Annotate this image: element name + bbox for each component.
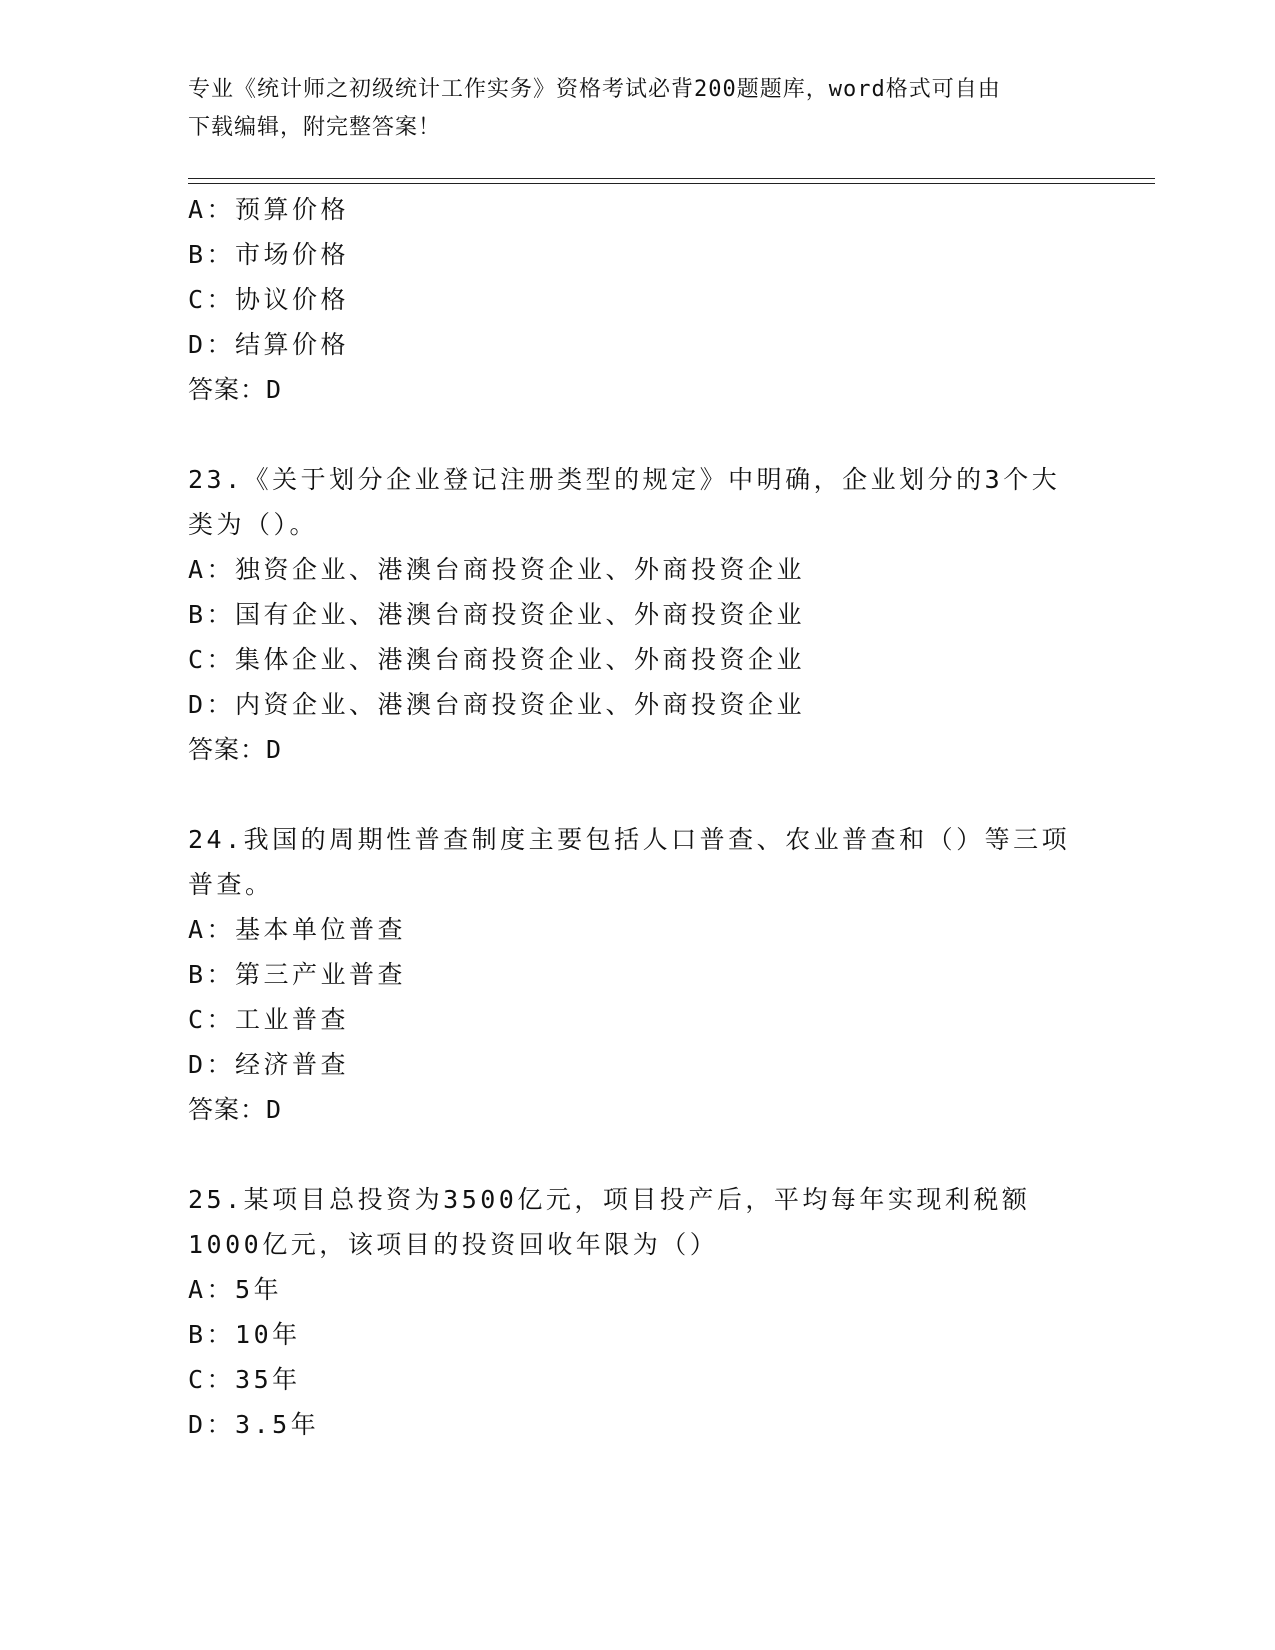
q23-option-b: B：国有企业、港澳台商投资企业、外商投资企业 (188, 600, 806, 629)
document-header (188, 71, 1088, 147)
q25-option-b: B：10年 (188, 1320, 301, 1349)
q23-option-c: C：集体企业、港澳台商投资企业、外商投资企业 (188, 645, 806, 674)
q24-answer: 答案：D (188, 1095, 283, 1124)
q22-answer: 答案：D (188, 375, 283, 404)
q24-option-b: B：第三产业普查 (188, 960, 407, 989)
q23-option-d: D：内资企业、港澳台商投资企业、外商投资企业 (188, 690, 806, 719)
header-line-1: 专业《统计师之初级统计工作实务》资格考试必背200题题库，word格式可自由 (188, 77, 1001, 102)
q22-option-c: C：协议价格 (188, 285, 350, 314)
header-rule-thin (188, 183, 1155, 184)
q23-answer: 答案：D (188, 735, 283, 764)
q25-option-d: D：3.5年 (188, 1410, 320, 1439)
q24-option-d: D：经济普查 (188, 1050, 350, 1079)
header-rule-thick (188, 178, 1155, 179)
q23-stem-line-1: 23.《关于划分企业登记注册类型的规定》中明确，企业划分的3个大 (188, 465, 1061, 494)
header-line-2: 下载编辑，附完整答案！ (188, 115, 442, 140)
q22-option-d: D：结算价格 (188, 330, 350, 359)
q24-option-c: C：工业普查 (188, 1005, 350, 1034)
q24-option-a: A：基本单位普查 (188, 915, 407, 944)
q25-stem-line-1: 25.某项目总投资为3500亿元，项目投产后，平均每年实现利税额 (188, 1185, 1031, 1214)
q25-option-a: A：5年 (188, 1275, 283, 1304)
q22-option-b: B：市场价格 (188, 240, 350, 269)
q24-stem-line-2: 普查。 (188, 870, 274, 899)
q24-stem-line-1: 24.我国的周期性普查制度主要包括人口普查、农业普查和（）等三项 (188, 825, 1071, 854)
q23-option-a: A：独资企业、港澳台商投资企业、外商投资企业 (188, 555, 806, 584)
q22-option-a: A：预算价格 (188, 195, 350, 224)
q25-option-c: C：35年 (188, 1365, 301, 1394)
q25-stem-line-2: 1000亿元，该项目的投资回收年限为（） (188, 1230, 719, 1259)
q23-stem-line-2: 类为（）。 (188, 510, 319, 539)
